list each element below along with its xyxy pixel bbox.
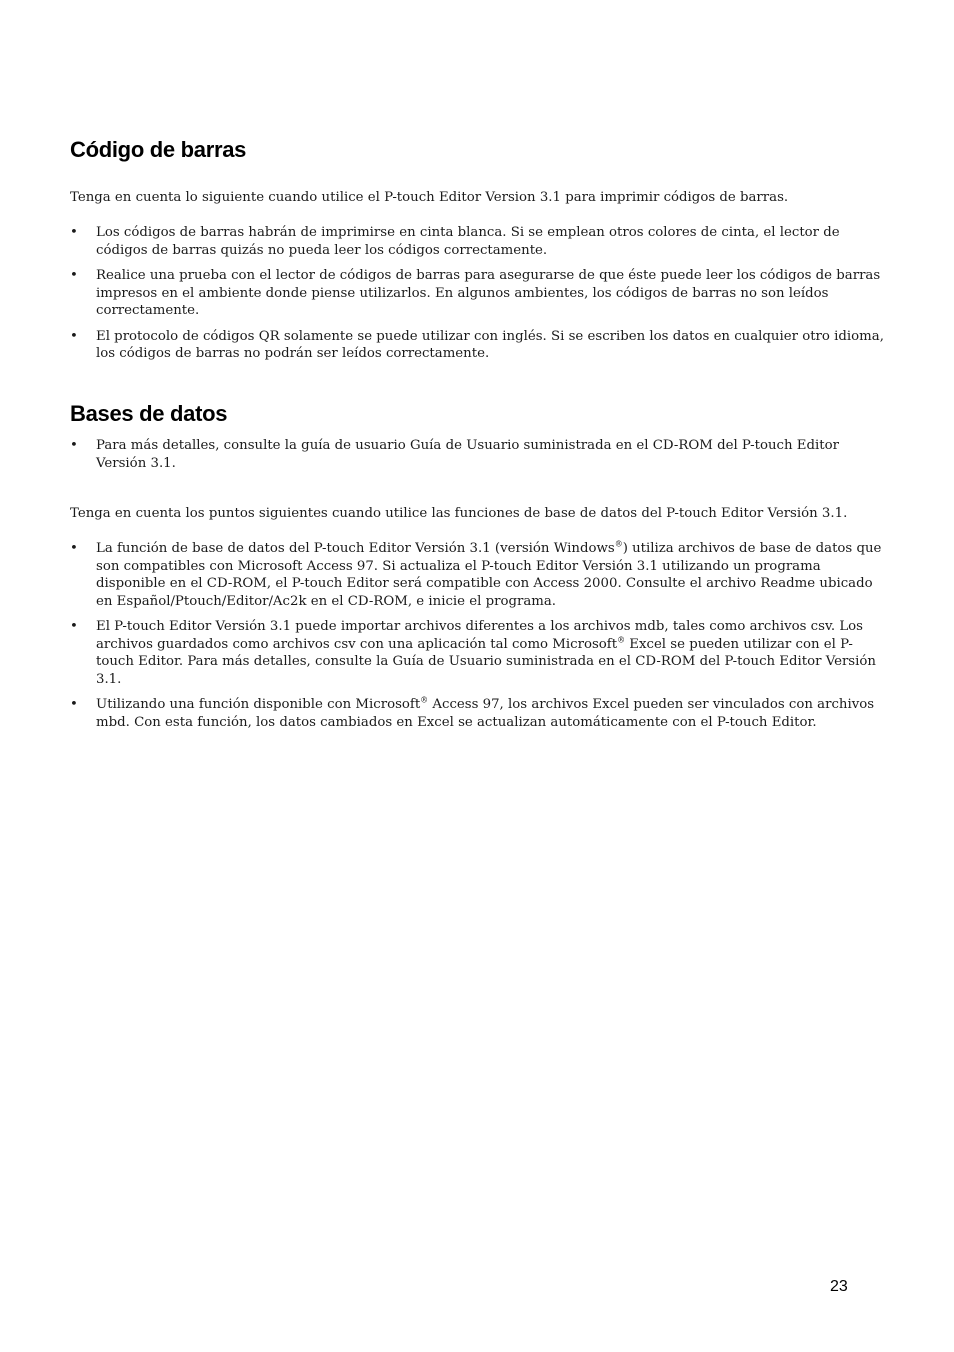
registered-mark: ® (614, 539, 623, 549)
text-run: La función de base de datos del P-touch Editor Versión 3.1 (versión Windows (96, 541, 615, 556)
registered-mark: ® (420, 695, 429, 705)
bullet-mark: • (70, 541, 78, 556)
bullet-mark: • (70, 619, 78, 634)
text-run: Access 97, los archivos Excel pueden ser vinculados con archivos mbd. Con esta función, los datos cambiados en Excel se actualizan automáticamente con el P-touch Editor. (96, 697, 875, 730)
bullet-mark: • (70, 268, 78, 283)
list-item (70, 267, 885, 320)
database-bullet-list (70, 540, 885, 739)
list-item (70, 540, 885, 610)
barcode-bullet-list (70, 224, 885, 371)
text-run: Excel se pueden utilizar con el P-touch Editor. Para más detalles, consulte la Guía de Usuario suministrada en el CD-ROM del P-touch Editor Versión 3.1. (96, 636, 876, 687)
list-item-text: El protocolo de códigos QR solamente se puede utilizar con inglés. Si se escriben los datos en cualquier otro idioma, los códigos de barras no podrán ser leídos correctamente. (96, 328, 884, 361)
barcode-intro: Tenga en cuenta lo siguiente cuando utilice el P-touch Editor Version 3.1 para imprimir códigos de barras. (70, 190, 789, 205)
bullet-mark: • (70, 328, 78, 344)
text-run: Utilizando una función disponible con Microsoft (96, 697, 421, 712)
bullet-mark: • (70, 438, 78, 453)
list-item-text: Para más detalles, consulte la guía de usuario Guía de Usuario suministrada en el CD-ROM del P-touch Editor Versión 3.1. (96, 438, 839, 471)
database-intro: Tenga en cuenta los puntos siguientes cuando utilice las funciones de base de datos del P-touch Editor Versión 3.1. (70, 506, 848, 521)
list-item (70, 224, 885, 259)
list-item (70, 618, 885, 688)
list-item-text (96, 619, 876, 687)
page-number: 23 (830, 1278, 848, 1295)
bullet-mark: • (70, 225, 78, 240)
list-item-text: Realice una prueba con el lector de códigos de barras para asegurarse de que éste puede leer los códigos de barras impresos en el ambiente donde piense utilizarlos. En algunos ambientes, los códigos de barras no son leídos correctamente. (96, 268, 881, 318)
registered-mark: ® (617, 635, 626, 645)
list-item-text (96, 541, 881, 609)
list-item-text: Los códigos de barras habrán de imprimirse en cinta blanca. Si se emplean otros colores de cinta, el lector de códigos de barras quizás no pueda leer los códigos correctamente. (96, 225, 840, 258)
list-item (70, 328, 885, 363)
heading-bases-de-datos: Bases de datos (70, 401, 228, 426)
text-run: ) utiliza archivos de base de datos que son compatibles con Microsoft Access 97. Si actualiza el P-touch Editor Versión 3.1 utilizando un programa disponible en el CD-ROM, el P-touch Editor será compatible con Access 2000. Consulte el archivo Readme ubicado en Español/Ptouch/Editor/Ac2k en el CD-ROM, e inicie el programa. (96, 541, 882, 609)
list-item (70, 696, 885, 731)
list-item-text (96, 697, 874, 730)
bullet-mark: • (70, 697, 78, 712)
heading-codigo-de-barras: Código de barras (70, 137, 247, 162)
list-item (70, 437, 885, 472)
text-run: El P-touch Editor Versión 3.1 puede importar archivos diferentes a los archivos mdb, tales como archivos csv. Los archivos guardados como archivos csv con una aplicación tal como Microsoft (96, 619, 863, 652)
database-top-bullet-list (70, 437, 885, 480)
